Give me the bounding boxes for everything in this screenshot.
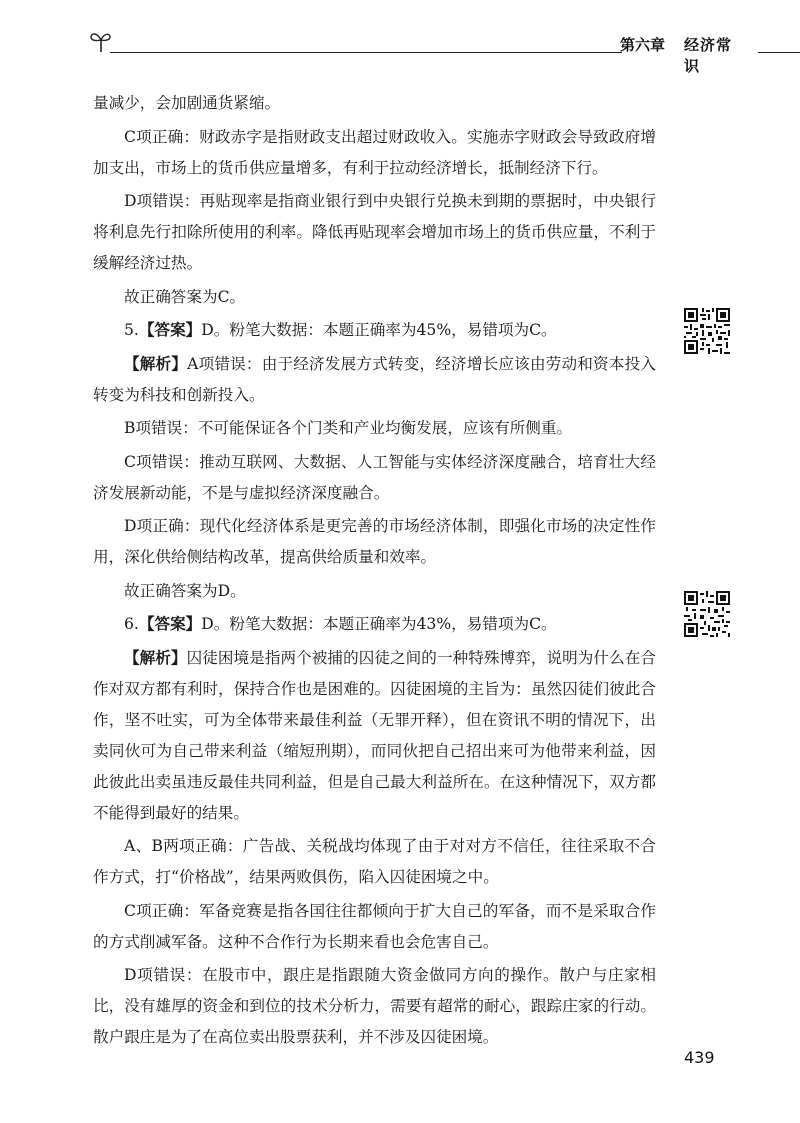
paragraph: C项正确：军备竞赛是指各国往往都倾向于扩大自己的军备，而不是采取合作的方式削减军备。这种不合作行为长期来看也会危害自己。 — [93, 901, 656, 951]
analysis-label: 【解析】 — [124, 354, 188, 373]
paragraph: 故正确答案为C。 — [124, 287, 246, 306]
paragraph: 故正确答案为D。 — [124, 581, 246, 600]
analysis-paragraph — [93, 643, 656, 829]
question-number: 6. — [124, 615, 139, 633]
page-number: 439 — [684, 1048, 715, 1067]
qr-code-icon[interactable] — [684, 591, 730, 637]
answer-text: D。粉笔大数据：本题正确率为45%，易错项为C。 — [201, 321, 557, 339]
analysis-label: 【解析】 — [124, 648, 187, 667]
analysis-text: 囚徒困境是指两个被捕的囚徒之间的一种特殊博弈，说明为什么在合作对双方都有利时，保持合作也是困难的。囚徒困境的主旨为：虽然囚徒们彼此合作，坚不吐实，可为全体带来最佳利益（无罪开释），但在资讯不明的情况下，出卖同伙可为自己带来利益（缩短刑期），而同伙把自己招出来可为他带来利益，因此彼此出卖虽违反最佳共同利益，但是自己最大利益所在。在这种情况下，双方都不能得到最好的结果。 — [93, 648, 656, 822]
qr-code-icon[interactable] — [684, 308, 730, 354]
paragraph: C项错误：推动互联网、大数据、人工智能与实体经济深度融合，培育壮大经济发展新动能，不是与虚拟经济深度融合。 — [93, 452, 656, 502]
header-rule-right — [758, 52, 800, 53]
paragraph: D项正确：现代化经济体系是更完善的市场经济体制，即强化市场的决定性作用，深化供给侧结构改革，提高供给质量和效率。 — [93, 517, 656, 566]
question-number: 5. — [124, 321, 139, 339]
paragraph: C项正确：财政赤字是指财政支出超过财政收入。实施赤字财政会导致政府增加支出，市场上的货币供应量增多，有利于拉动经济增长，抵制经济下行。 — [93, 127, 656, 177]
answer-line — [93, 315, 656, 346]
paragraph: D项错误：再贴现率是指商业银行到中央银行兑换未到期的票据时，中央银行将利息先行扣除所使用的利率。降低再贴现率会增加市场上的货币供应量，不利于缓解经济过热。 — [93, 192, 656, 272]
analysis-text: A项错误：由于经济发展方式转变，经济增长应该由劳动和资本投入转变为科技和创新投入。 — [93, 354, 656, 404]
paragraph: 量减少，会加剧通货紧缩。 — [93, 94, 281, 112]
analysis-paragraph — [93, 349, 656, 411]
paragraph: A、B两项正确：广告战、关税战均体现了由于对对方不信任，往往采取不合作方式，打“价格战”，结果两败俱伤，陷入囚徒困境之中。 — [93, 837, 656, 886]
chapter-label: 第六章 — [620, 36, 666, 54]
answer-label: 【答案】 — [138, 615, 202, 633]
section-label: 经济常识 — [684, 36, 733, 75]
running-header — [88, 34, 738, 75]
answer-label: 【答案】 — [138, 321, 202, 339]
sprout-logo-icon — [88, 28, 114, 54]
paragraph: D项错误：在股市中，跟庄是指跟随大资金做同方向的操作。散户与庄家相比，没有雄厚的资金和到位的技术分析力，需要有超常的耐心，跟踪庄家的行动。散户跟庄是为了在高位卖出股票获利，并不涉及囚徒困境。 — [93, 966, 656, 1046]
header-rule-left — [110, 52, 622, 53]
paragraph: B项错误：不可能保证各个门类和产业均衡发展，应该有所侧重。 — [124, 419, 573, 437]
page-body — [93, 88, 656, 1056]
answer-text: D。粉笔大数据：本题正确率为43%，易错项为C。 — [201, 615, 557, 633]
answer-line — [93, 609, 656, 640]
